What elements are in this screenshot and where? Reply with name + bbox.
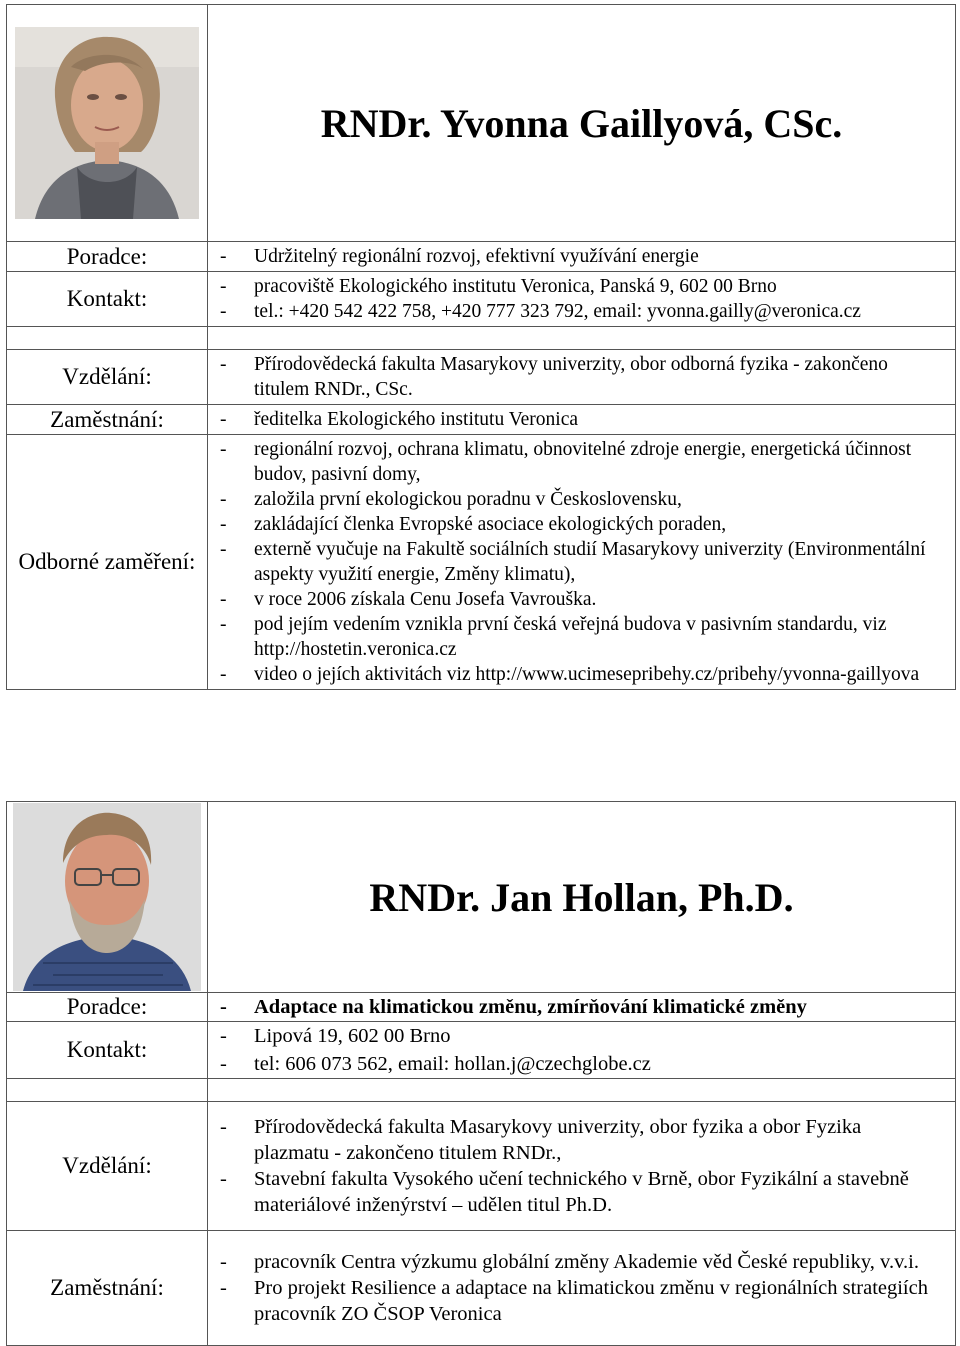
woman-portrait-photo [15,27,199,219]
label-zamestnani: Zaměstnání: [7,1231,208,1346]
list-item: - zakládající členka Evropské asociace ekologických poraden, [220,512,941,537]
list-item: - v roce 2006 získala Cenu Josefa Vavrouška. [220,587,941,612]
list-item: - tel: 606 073 562, email: hollan.j@czechglobe.cz [220,1050,941,1078]
spacer [208,1079,956,1102]
vzdelani-cell [208,1102,956,1231]
kontakt-cell [208,1022,956,1079]
spacer [7,327,208,350]
poradce-list [208,993,955,1021]
kontakt-cell [208,272,956,327]
odborne-zamereni-cell [208,435,956,690]
vzdelani-list [208,350,955,404]
poradce-cell [208,242,956,272]
list-item: - pracoviště Ekologického institutu Veronica, Panská 9, 602 00 Brno [220,274,941,299]
list-item: - Udržitelný regionální rozvoj, efektivní využívání energie [220,244,941,269]
odborne-zamereni-list [208,435,955,689]
list-item: - ředitelka Ekologického institutu Veronica [220,407,941,432]
list-item: - regionální rozvoj, ochrana klimatu, obnovitelné zdroje energie, energetická účinnost budov, pasivní domy, [220,437,941,487]
list-item: - video o jejích aktivitách viz http://www.ucimesepribehy.cz/pribehy/yvonna-gaillyova [220,662,941,687]
list-item: - pracovník Centra výzkumu globální změny Akademie věd České republiky, v.v.i. [220,1249,941,1275]
spacer [208,327,956,350]
kontakt-list [208,272,955,326]
advisor-name-2: RNDr. Jan Hollan, Ph.D. [208,802,956,993]
label-vzdelani: Vzdělání: [7,1102,208,1231]
list-item: - Stavební fakulta Vysokého učení technického v Brně, obor Fyzikální a stavebně materiálové inženýrství – udělen titul Ph.D. [220,1166,941,1218]
advisor-name-1: RNDr. Yvonna Gaillyová, CSc. [208,5,956,242]
spacer [7,1079,208,1102]
list-item: - Přírodovědecká fakulta Masarykovy univerzity, obor odborná fyzika - zakončeno titulem RNDr., CSc. [220,352,941,402]
poradce-cell [208,993,956,1022]
advisor-card-2 [6,801,956,1346]
list-item: - pod jejím vedením vznikla první česká veřejná budova v pasivním standardu, viz http://hostetin.veronica.cz [220,612,941,662]
photo-cell-2 [7,802,208,993]
label-poradce: Poradce: [7,242,208,272]
list-item: - Adaptace na klimatickou změnu, zmírňování klimatické změny [220,993,941,1021]
list-item: - založila první ekologickou poradnu v Československu, [220,487,941,512]
vzdelani-cell [208,350,956,405]
photo-cell-1 [7,5,208,242]
zamestnani-list [208,405,955,434]
kontakt-list [208,1022,955,1078]
vzdelani-list [208,1114,955,1218]
label-odborne-zamereni: Odborné zaměření: [7,435,208,690]
zamestnani-cell [208,405,956,435]
list-item: - Lipová 19, 602 00 Brno [220,1022,941,1050]
list-item: - tel.: +420 542 422 758, +420 777 323 792, email: yvonna.gailly@veronica.cz [220,299,941,324]
label-zamestnani: Zaměstnání: [7,405,208,435]
zamestnani-cell [208,1231,956,1346]
advisor-card-1 [6,4,956,690]
label-kontakt: Kontakt: [7,272,208,327]
label-kontakt: Kontakt: [7,1022,208,1079]
list-item: - Pro projekt Resilience a adaptace na klimatickou změnu v regionálních strategiích pracovník ZO ČSOP Veronica [220,1275,941,1327]
label-poradce: Poradce: [7,993,208,1022]
man-portrait-photo [13,803,201,991]
poradce-list [208,242,955,271]
list-item: - Přírodovědecká fakulta Masarykovy univerzity, obor fyzika a obor Fyzika plazmatu - zakončeno titulem RNDr., [220,1114,941,1166]
zamestnani-list [208,1249,955,1327]
label-vzdelani: Vzdělání: [7,350,208,405]
list-item: - externě vyučuje na Fakultě sociálních studií Masarykovy univerzity (Environmentální aspekty využití energie, Změny klimatu), [220,537,941,587]
